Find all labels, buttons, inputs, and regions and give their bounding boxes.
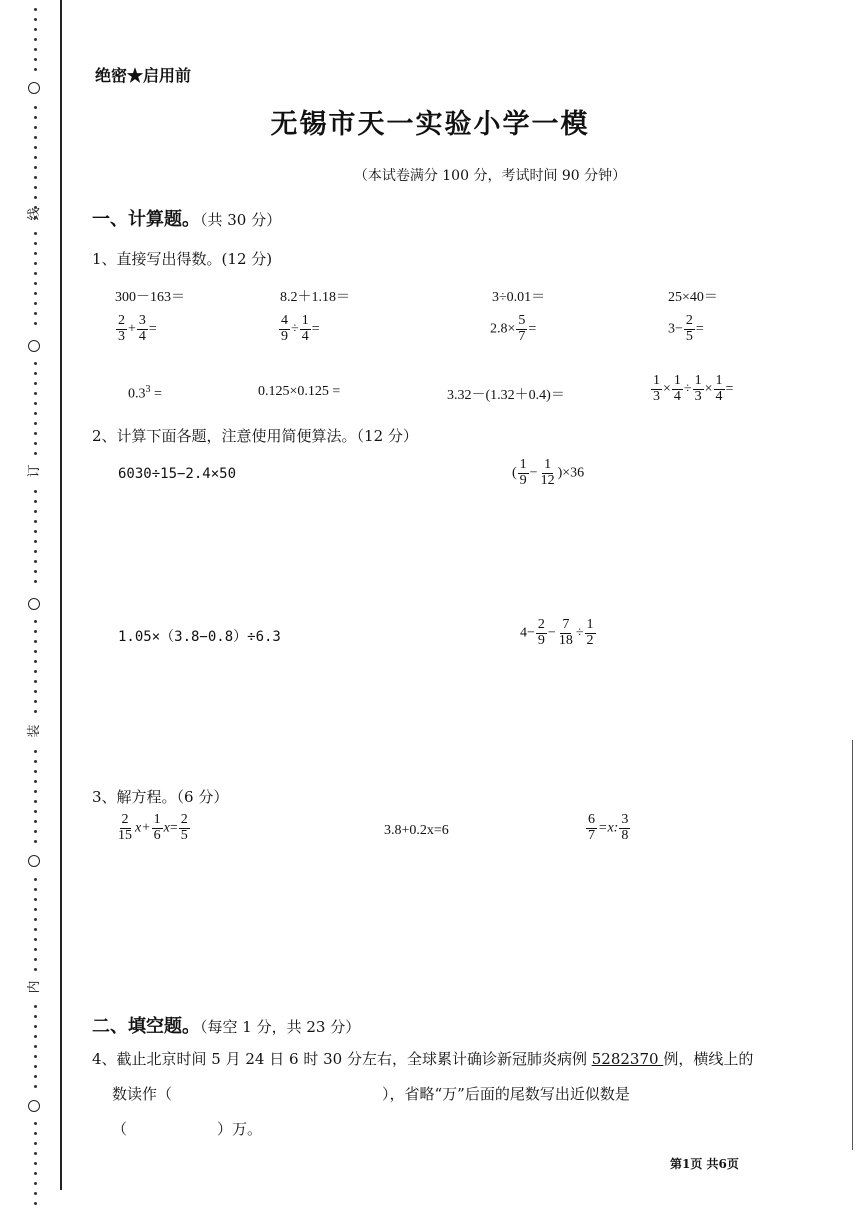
q1-item: 8.2＋1.18＝ xyxy=(280,290,350,305)
q4-line-2: 数读作（ ），省略“万”后面的尾数写出近似数是 xyxy=(112,1085,630,1103)
margin-dots xyxy=(32,232,38,325)
exponent: 3 xyxy=(145,384,151,395)
q4-line-1 xyxy=(92,1048,753,1069)
numerator: 1 xyxy=(653,373,660,388)
operator: + xyxy=(128,321,136,337)
denominator: 6 xyxy=(153,827,161,843)
numerator: 5 xyxy=(518,313,526,328)
section-2-points: （每空 1 分，共 23 分） xyxy=(200,1018,361,1036)
prefix: 3− xyxy=(668,321,683,337)
exam-title: 无锡市天一实验小学一模 xyxy=(270,109,590,140)
question-3-prompt: 3、解方程。（6 分） xyxy=(92,788,229,806)
denominator: 9 xyxy=(281,328,288,344)
q1-item xyxy=(128,384,162,403)
confidential-label: 绝密★启用前 xyxy=(95,66,192,85)
margin-dots xyxy=(32,8,38,71)
equals: = xyxy=(311,321,320,337)
right-edge-rule xyxy=(852,740,853,1150)
equals: = xyxy=(169,820,178,836)
margin-dots xyxy=(32,362,38,455)
margin-label-zhuang: 装 xyxy=(27,724,42,738)
q1-item: 0.125×0.125 = xyxy=(258,384,341,399)
denominator: 4 xyxy=(138,328,146,344)
operator: − xyxy=(529,465,538,481)
denominator: 15 xyxy=(118,827,132,843)
margin-circle xyxy=(28,82,40,94)
operator: × xyxy=(663,381,671,397)
margin-dots xyxy=(32,490,38,583)
denominator: 5 xyxy=(180,827,188,843)
section-1-points: （共 30 分） xyxy=(200,211,282,229)
q1-item xyxy=(115,314,157,344)
margin-dots xyxy=(32,1122,38,1205)
denominator: 18 xyxy=(558,632,573,648)
numerator: 1 xyxy=(673,373,681,388)
denominator: 7 xyxy=(588,827,595,843)
denominator: 7 xyxy=(518,328,526,344)
q1-item xyxy=(278,314,320,344)
q3-equation-1 xyxy=(115,813,191,843)
q2-problem-2 xyxy=(512,458,584,488)
exam-subtitle: （本试卷满分 100 分，考试时间 90 分钟） xyxy=(353,168,627,184)
margin-dots xyxy=(32,620,38,713)
variable: x+ xyxy=(135,820,151,836)
q4-line-3: （ ）万。 xyxy=(112,1120,263,1138)
numerator: 2 xyxy=(118,313,125,328)
q2-problem-1: 6030÷15−2.4×50 xyxy=(118,466,237,482)
numerator: 3 xyxy=(138,313,146,328)
denominator: 9 xyxy=(519,472,527,488)
q4-text: 4、截止北京时间 5 月 24 日 6 时 30 分左右，全球累计确诊新冠肺炎病例 xyxy=(92,1050,592,1068)
q2-problem-4 xyxy=(520,618,597,648)
margin-circle xyxy=(28,1100,40,1112)
numerator: 3 xyxy=(621,812,629,827)
paren-open: ( xyxy=(512,465,517,481)
margin-label-ding: 订 xyxy=(27,464,42,478)
equals: = xyxy=(725,381,734,397)
equals: = xyxy=(695,321,704,337)
numerator: 2 xyxy=(180,812,188,827)
denominator: 3 xyxy=(653,388,660,404)
numerator: 6 xyxy=(588,812,595,827)
equals: = xyxy=(150,386,162,402)
operator: × xyxy=(704,381,713,397)
margin-circle xyxy=(28,598,40,610)
denominator: 8 xyxy=(621,827,629,843)
variable: x xyxy=(163,820,170,836)
q1-item xyxy=(668,314,704,344)
margin-dots xyxy=(32,750,38,843)
numerator: 1 xyxy=(586,617,594,632)
margin-dots xyxy=(32,1005,38,1088)
q1-item: 3÷0.01＝ xyxy=(492,290,546,305)
q1-item xyxy=(490,314,536,344)
operator: ÷ xyxy=(291,321,299,337)
q3-equation-2: 3.8+0.2x=6 xyxy=(384,823,449,838)
q2-problem-3: 1.05×（3.8−0.8）÷6.3 xyxy=(118,629,281,645)
section-1-title: 一、计算题。 xyxy=(92,209,200,230)
prefix: 2.8× xyxy=(490,321,516,337)
q4-underlined-number: 5282370 xyxy=(591,1050,664,1068)
equals: = xyxy=(528,321,537,337)
denominator: 9 xyxy=(537,632,545,648)
numerator: 2 xyxy=(121,812,129,827)
numerator: 2 xyxy=(537,617,545,632)
q1-item: 25×40＝ xyxy=(668,290,718,305)
denominator: 3 xyxy=(118,328,125,344)
q4-text: 例，横线上的 xyxy=(663,1050,754,1068)
margin-circle xyxy=(28,855,40,867)
denominator: 5 xyxy=(685,328,693,344)
paren-close: )×36 xyxy=(557,465,585,481)
section-1-heading xyxy=(92,205,281,231)
q1-item xyxy=(650,374,733,404)
numerator: 4 xyxy=(281,313,288,328)
q1-item: 300－163＝ xyxy=(115,290,185,305)
numerator: 1 xyxy=(301,313,309,328)
denominator: 3 xyxy=(694,388,702,404)
numerator: 1 xyxy=(694,373,702,388)
page-number: 第1页 共6页 xyxy=(670,1157,739,1171)
numerator: 1 xyxy=(153,812,161,827)
denominator: 4 xyxy=(715,388,723,404)
prefix: 4− xyxy=(520,625,535,641)
denominator: 12 xyxy=(540,472,555,488)
margin-label-nei: 内 xyxy=(27,980,42,994)
numerator: 1 xyxy=(715,373,723,388)
numerator: 1 xyxy=(544,457,552,472)
q1-item: 3.32－(1.32＋0.4)＝ xyxy=(447,388,565,403)
question-1-prompt: 1、直接写出得数。(12 分) xyxy=(92,250,273,268)
margin-dots xyxy=(32,878,38,971)
margin-label-xian: 线 xyxy=(27,207,42,221)
numerator: 2 xyxy=(685,313,693,328)
q3-equation-3 xyxy=(585,813,631,843)
equals: = xyxy=(148,321,157,337)
operator: ÷ xyxy=(575,625,584,641)
operator: ÷ xyxy=(683,381,692,397)
denominator: 4 xyxy=(301,328,309,344)
denominator: 4 xyxy=(673,388,681,404)
question-2-prompt: 2、计算下面各题，注意使用简便算法。（12 分） xyxy=(92,427,418,445)
operator: − xyxy=(547,625,556,641)
margin-circle xyxy=(28,340,40,352)
ratio-expression: =x: xyxy=(598,820,619,836)
section-2-heading xyxy=(92,1012,360,1038)
section-2-title: 二、填空题。 xyxy=(92,1016,200,1037)
base: 0.3 xyxy=(128,386,146,402)
numerator: 1 xyxy=(519,457,527,472)
numerator: 7 xyxy=(562,617,570,632)
denominator: 2 xyxy=(586,632,594,648)
